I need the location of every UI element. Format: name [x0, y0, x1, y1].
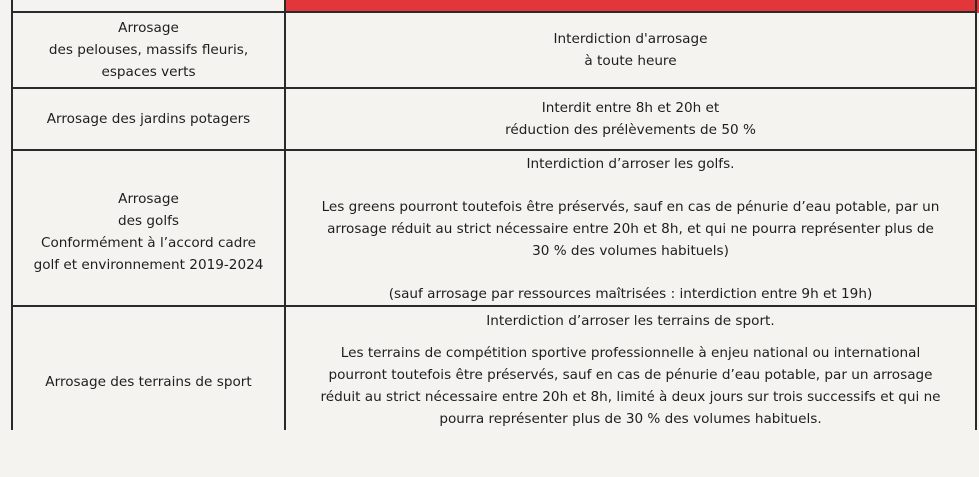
row-rule-golfs — [286, 151, 975, 305]
rule-line: arrosage réduit au strict nécessaire entre 20h et 8h, et qui ne pourra représenter plus de — [327, 221, 934, 237]
label-line: golf et environnement 2019-2024 — [33, 257, 264, 273]
rule-line: pourra représenter plus de 30 % des volumes habituels. — [439, 411, 822, 427]
label-line: Arrosage — [118, 191, 179, 207]
rule-line: (sauf arrosage par ressources maîtrisées : interdiction entre 9h et 19h) — [388, 286, 873, 302]
label-line: Arrosage — [118, 20, 179, 36]
row-label-pelouses — [13, 13, 284, 87]
label-line: Arrosage des jardins potagers — [46, 111, 251, 127]
rule-line: à toute heure — [584, 53, 677, 69]
rule-line: Les terrains de compétition sportive professionnelle à enjeu national ou international — [340, 345, 921, 361]
rule-line: Interdiction d’arroser les golfs. — [526, 156, 735, 172]
label-line: Conformément à l’accord cadre — [40, 235, 257, 251]
row-label-terrains-sport — [13, 307, 284, 477]
rule-line: pourront toutefois être préservés, sauf en cas de pénurie d’eau potable, par un arrosage — [328, 367, 933, 383]
row-rule-potagers — [286, 89, 975, 149]
rule-line: 30 % des volumes habituels) — [532, 243, 729, 259]
rule-line: Les greens pourront toutefois être préservés, sauf en cas de pénurie d’eau potable, par un — [321, 199, 940, 215]
rule-line: réduit au strict nécessaire entre 20h et 8h, limité à deux jours sur trois successifs et qui ne — [320, 389, 941, 405]
label-line: des golfs — [118, 213, 179, 229]
row-rule-pelouses — [286, 13, 975, 87]
label-line: des pelouses, massifs fleuris, — [48, 42, 249, 58]
right-border — [975, 0, 977, 430]
row-rule-terrains-sport — [286, 307, 975, 430]
label-line: espaces verts — [101, 64, 196, 80]
rule-line: réduction des prélèvements de 50 % — [505, 122, 756, 138]
label-line: Arrosage des terrains de sport — [45, 374, 252, 390]
rule-line: Interdiction d'arrosage — [553, 31, 708, 47]
rule-line: Interdit entre 8h et 20h et — [541, 100, 720, 116]
row-label-golfs — [13, 151, 284, 305]
row-label-potagers — [13, 89, 284, 149]
rule-line: Interdiction d’arroser les terrains de sport. — [486, 313, 775, 329]
